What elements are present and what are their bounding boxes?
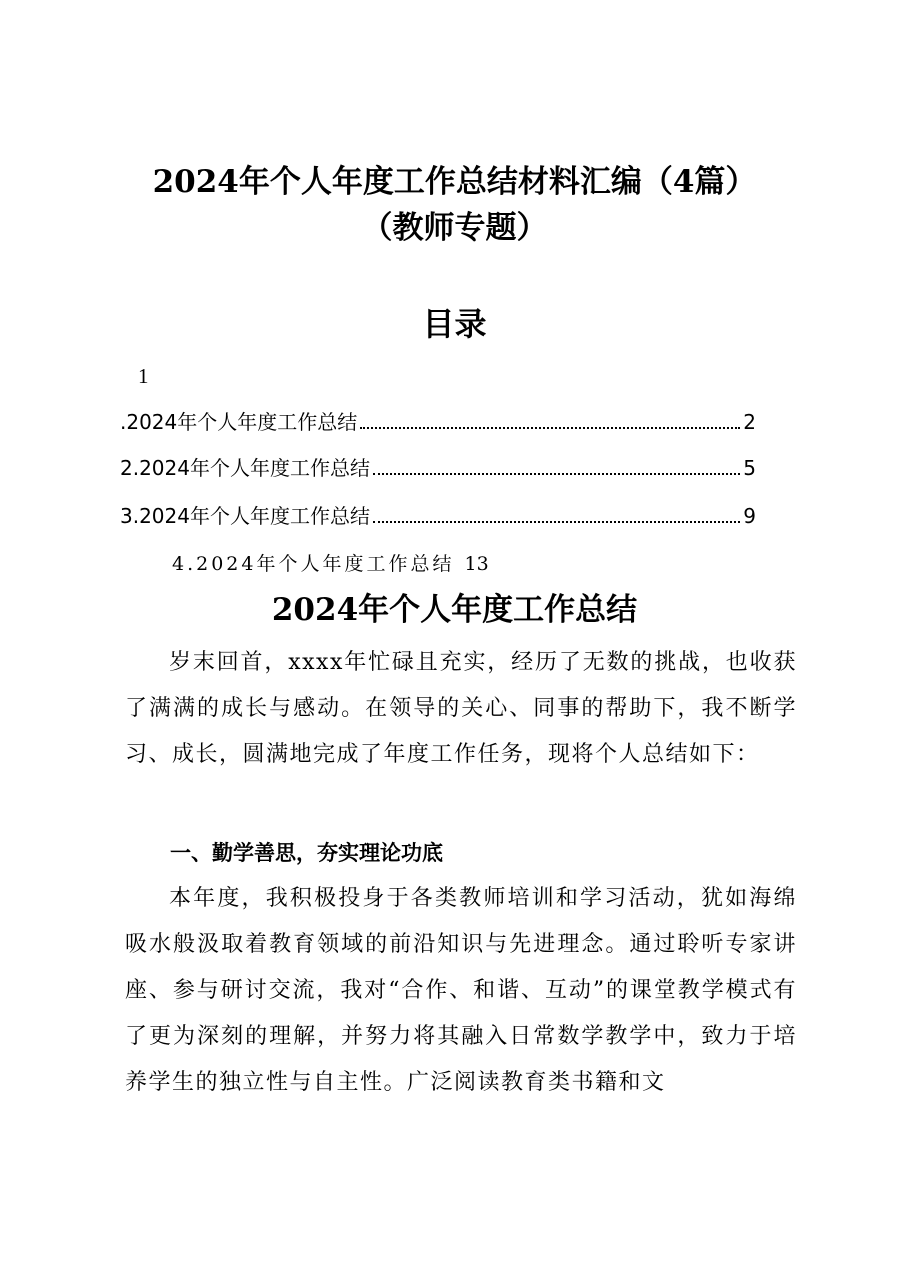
subheading: 一、勤学善思，夯实理论功底 xyxy=(170,841,443,865)
toc-orphan-number: 1 xyxy=(138,364,149,388)
toc-entry-label: 4.2024年个人年度工作总结 xyxy=(172,553,455,575)
toc-entry-page: 5 xyxy=(743,456,756,480)
body-paragraph: 本年度，我积极投身于各类教师培训和学习活动，犹如海绵吸水般汲取着教育领域的前沿知识与先进理念。通过聆听专家讲座、参与研讨交流，我对“合作、和谐、互动”的课堂教学模式有了更为深刻的理解，并努力将其融入日常数学教学中，致力于培养学生的独立性与自主性。广泛阅读教育类书籍和文 xyxy=(125,886,797,1095)
toc-entry-label: 2.2024年个人年度工作总结 xyxy=(120,456,370,480)
toc-entry-page: 9 xyxy=(743,504,756,528)
toc-entry-label: 3.2024年个人年度工作总结 xyxy=(120,504,370,528)
toc-heading: 目录 xyxy=(422,305,487,343)
document-title: 2024年个人年度工作总结材料汇编（4篇） xyxy=(152,164,757,200)
toc-leader-dots xyxy=(360,427,740,429)
toc-leader-dots xyxy=(373,521,740,523)
toc-leader-dots xyxy=(373,473,740,475)
toc-entry-3[interactable] xyxy=(120,502,756,530)
body-paragraph: 岁末回首，xxxx年忙碌且充实，经历了无数的挑战，也收获了满满的成长与感动。在领导的关心、同事的帮助下，我不断学习、成长，圆满地完成了年度工作任务，现将个人总结如下： xyxy=(125,650,797,767)
toc-entry-1[interactable] xyxy=(120,408,756,436)
toc-entry-page: 13 xyxy=(464,553,489,575)
toc-entry-label: .2024年个人年度工作总结 xyxy=(120,410,358,434)
toc-entry-4[interactable] xyxy=(172,550,489,578)
toc-entry-page: 2 xyxy=(743,410,756,434)
document-subtitle: （教师专题） xyxy=(361,210,548,246)
section-title: 2024年个人年度工作总结 xyxy=(271,592,638,628)
toc-entry-2[interactable] xyxy=(120,454,756,482)
